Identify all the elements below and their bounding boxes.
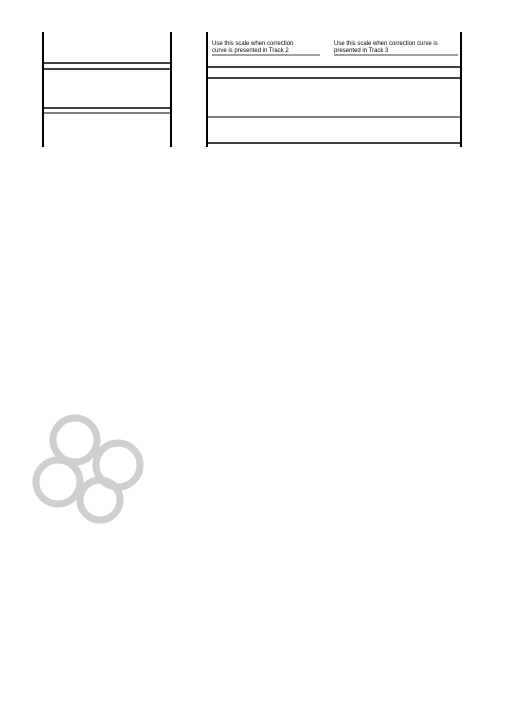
right-header xyxy=(207,32,461,147)
correction-note-right: Use this scale when correction curve is presented in Track 3 xyxy=(334,41,438,54)
watermark xyxy=(36,418,140,520)
left-header xyxy=(43,32,171,147)
correction-note-left: Use this scale when correction curve is presented in Track 2 xyxy=(212,41,294,54)
footer-strip xyxy=(0,699,517,715)
